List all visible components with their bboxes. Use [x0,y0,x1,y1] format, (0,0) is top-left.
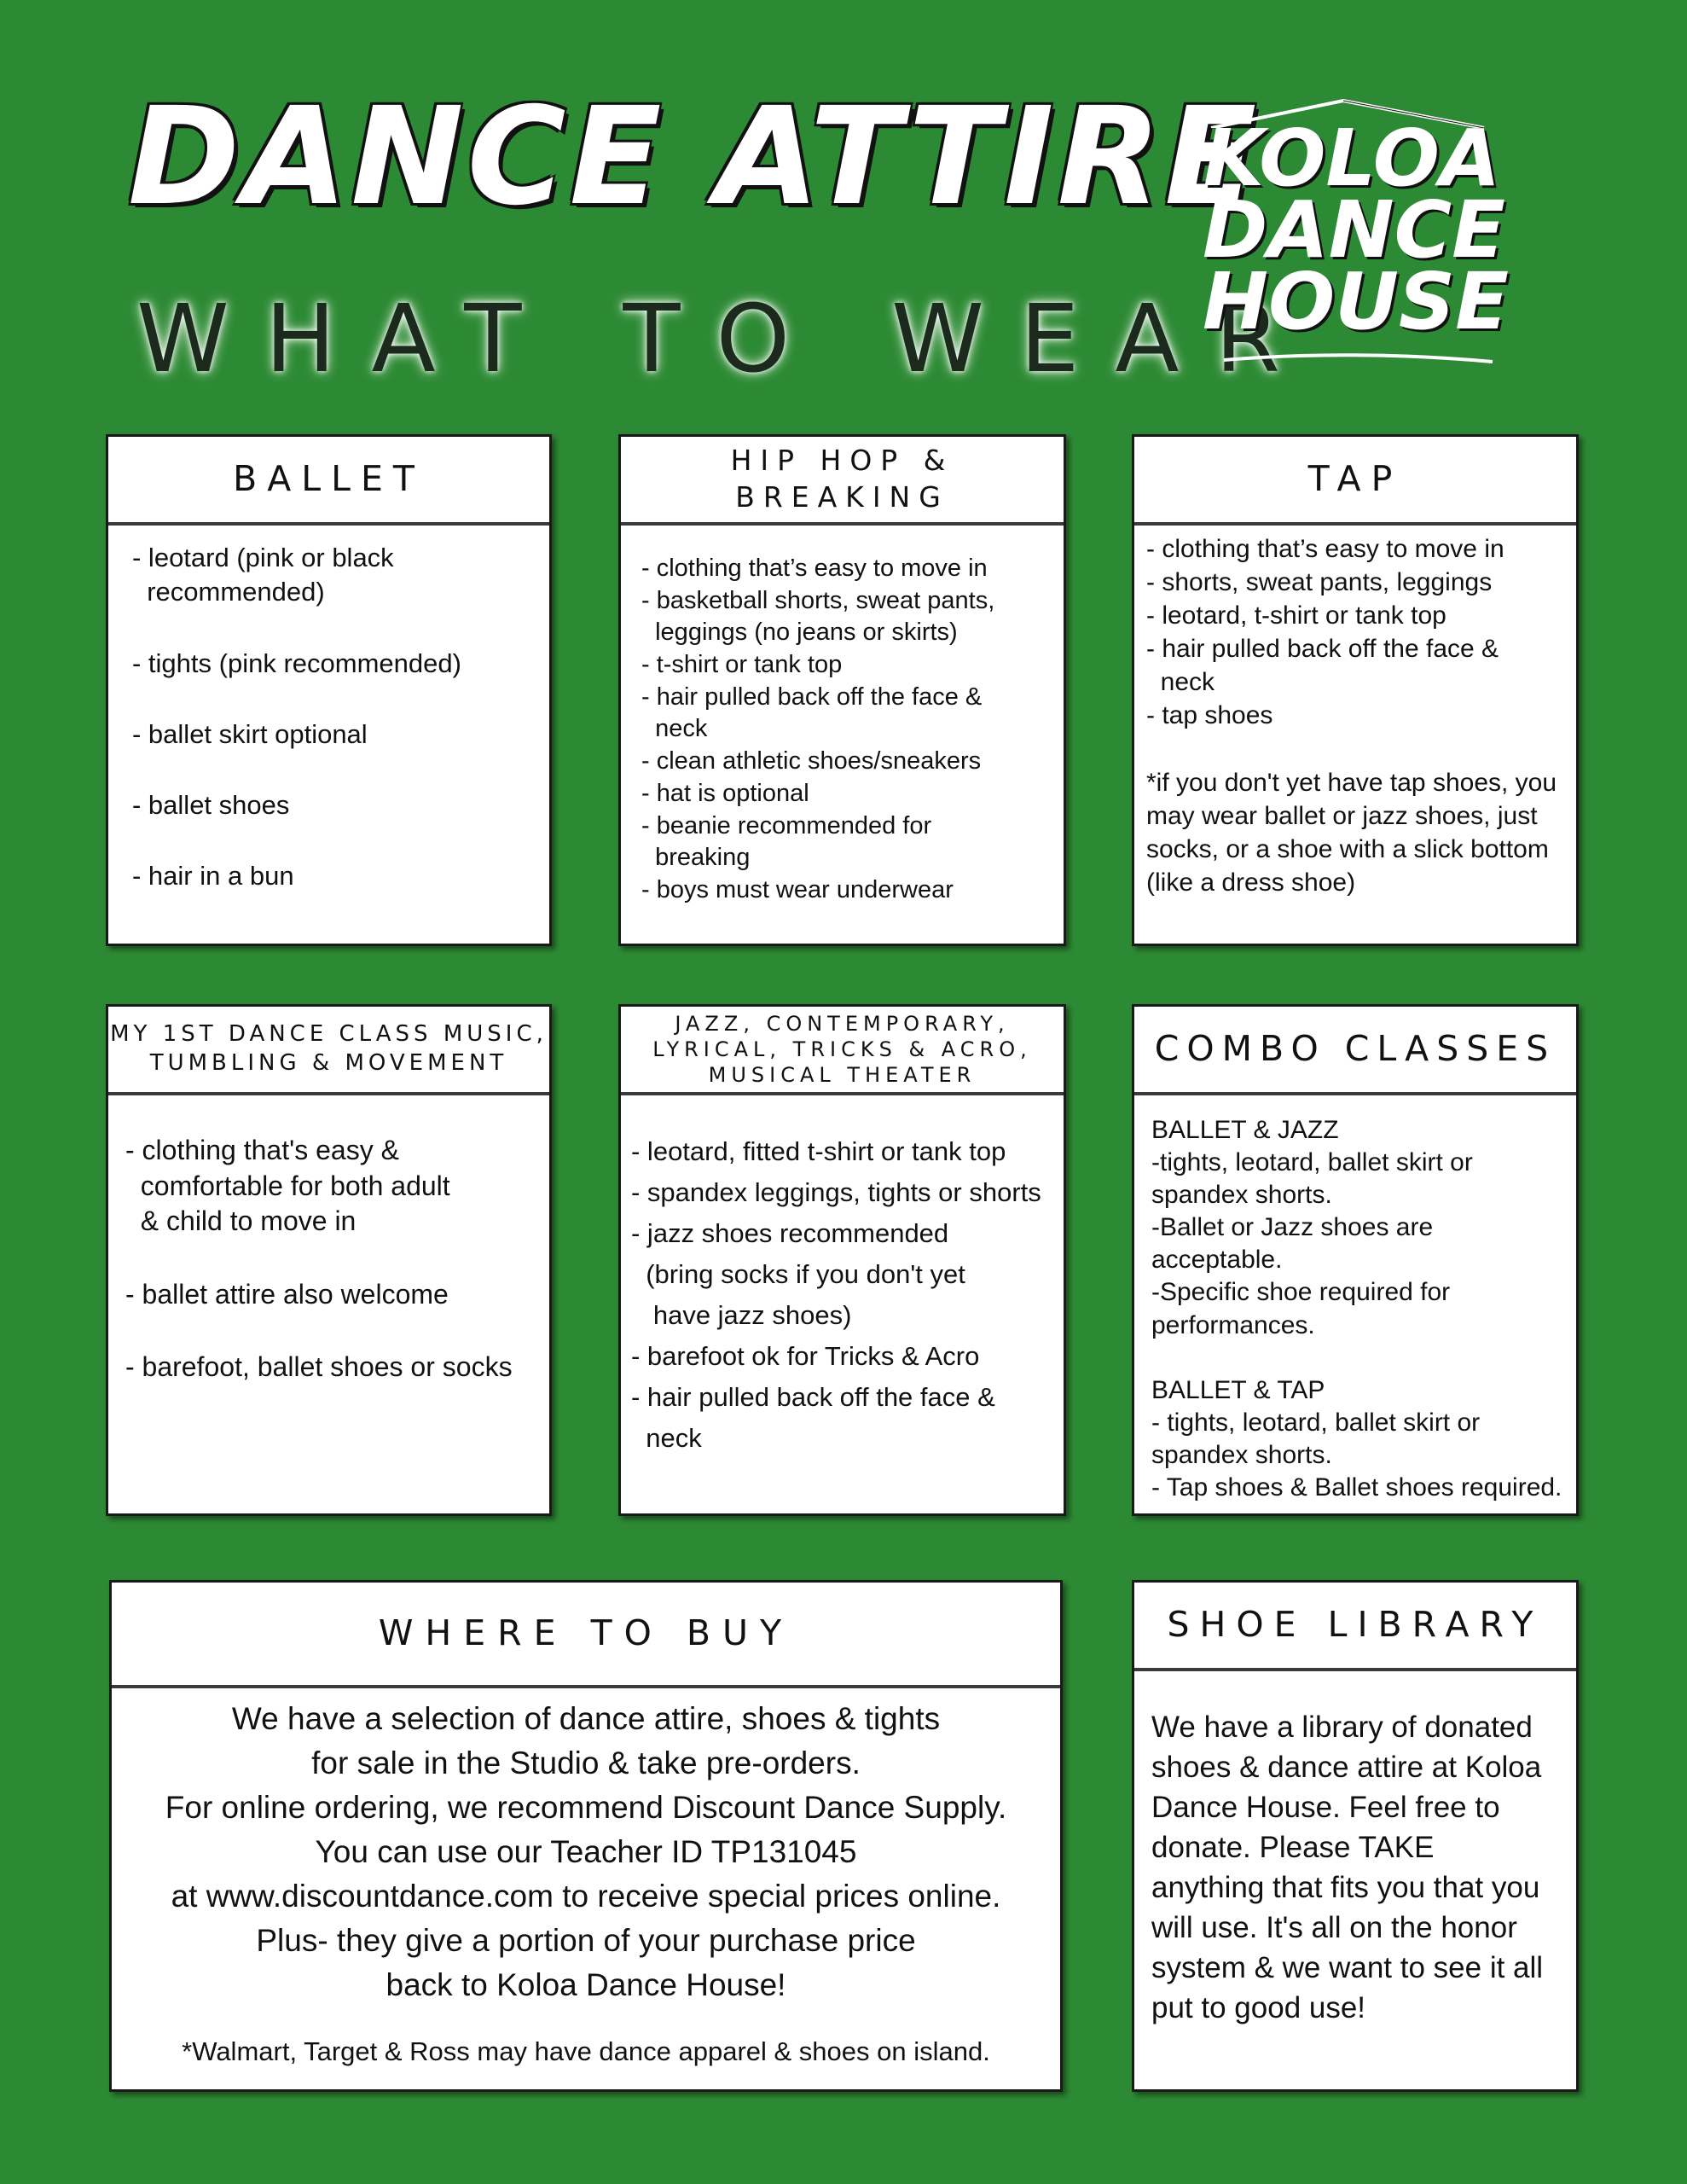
ballet-card [106,434,552,946]
hiphop-item: - basketball shorts, sweat pants, leggings (no jeans or skirts) [641,586,995,647]
first-class-card [106,1004,552,1516]
combo-line: -Ballet or Jazz shoes are acceptable. [1151,1213,1434,1275]
page-title: DANCE ATTIRE [128,78,1261,235]
where-to-buy-card [109,1580,1063,2092]
first-class-heading: MY 1ST DANCE CLASS MUSIC, TUMBLING & MOVEMENT [108,1007,549,1095]
combo-line: - Tap shoes & Ballet shoes required. [1151,1472,1562,1502]
tap-item: - tap shoes [1146,701,1273,729]
hiphop-item: - clothing that’s easy to move in [641,555,988,582]
tap-item: - shorts, sweat pants, leggings [1146,568,1493,596]
hiphop-item: - hat is optional [641,779,809,807]
shoe-library-text: We have a library of donated shoes & dance attire at Koloa Dance House. Feel free to donate. Please TAKE anything that fits you that you will use. It's all on the honor system & we want to see it all put to good use! [1151,1711,1544,2024]
jazz-item: - barefoot ok for Tricks & Acro [631,1341,980,1372]
combo-group-title: BALLET & TAP [1151,1375,1325,1404]
where-to-buy-heading: WHERE TO BUY [112,1583,1060,1688]
hiphop-card [618,434,1066,946]
jazz-card [618,1004,1066,1516]
combo-card [1132,1004,1579,1516]
ballet-item: - hair in a bun [132,861,294,892]
combo-line: -tights, leotard, ballet skirt or spandex shorts. [1151,1148,1473,1210]
first-class-item: - ballet attire also welcome [125,1278,449,1310]
logo-line-1: KOLOA [1203,113,1501,204]
shoe-library-card [1132,1580,1579,2092]
logo-line-2: DANCE [1203,184,1505,276]
ballet-item: - leotard (pink or black recommended) [132,543,394,607]
combo-line: - tights, leotard, ballet skirt or spandex shorts. [1151,1408,1481,1469]
hiphop-item: - hair pulled back off the face & neck [641,682,983,743]
tap-note: *if you don't yet have tap shoes, you may wear ballet or jazz shoes, just socks, or a shoe with a slick bottom (like a dress shoe) [1146,769,1557,897]
shoe-library-heading: SHOE LIBRARY [1134,1583,1576,1671]
jazz-item: - hair pulled back off the face & neck [631,1382,995,1454]
where-to-buy-footnote: *Walmart, Target & Ross may have dance apparel & shoes on island. [182,2036,990,2066]
tap-item: - clothing that’s easy to move in [1146,535,1504,563]
ballet-heading: BALLET [108,437,549,526]
logo-underline-icon [1203,350,1501,367]
hiphop-item: - beanie recommended for breaking [641,811,932,872]
where-to-buy-line: for sale in the Studio & take pre-orders. [311,1745,861,1780]
tap-item: - leotard, t-shirt or tank top [1146,601,1446,630]
first-class-item: - barefoot, ballet shoes or socks [125,1351,513,1383]
hiphop-item: - boys must wear underwear [641,875,954,903]
tap-heading: TAP [1134,437,1576,526]
where-to-buy-line: You can use our Teacher ID TP131045 [315,1834,857,1869]
jazz-item: - leotard, fitted t-shirt or tank top [631,1136,1006,1166]
where-to-buy-line: We have a selection of dance attire, shoes & tights [231,1701,941,1736]
jazz-item: - jazz shoes recommended (bring socks if you don't yet have jazz shoes) [631,1218,965,1331]
where-to-buy-line: back to Koloa Dance House! [386,1967,786,2002]
hiphop-item: - clean athletic shoes/sneakers [641,747,982,775]
koloa-dance-house-logo [1203,94,1510,375]
first-class-item: - clothing that's easy & comfortable for both adult & child to move in [125,1135,450,1237]
page-subtitle: WHAT TO WEAR [136,284,1317,393]
combo-group-title: BALLET & JAZZ [1151,1116,1339,1144]
tap-card [1132,434,1579,946]
hiphop-heading: HIP HOP & BREAKING [621,437,1064,526]
where-to-buy-line: at www.discountdance.com to receive special prices online. [171,1879,1001,1914]
ballet-item: - tights (pink recommended) [132,648,461,678]
jazz-heading: JAZZ, CONTEMPORARY, LYRICAL, TRICKS & ACRO, MUSICAL THEATER [621,1007,1064,1095]
where-to-buy-line: Plus- they give a portion of your purchase price [256,1923,916,1958]
ballet-item: - ballet skirt optional [132,718,368,749]
logo-line-3: HOUSE [1203,256,1510,347]
where-to-buy-line: For online ordering, we recommend Discount Dance Supply. [165,1790,1007,1825]
combo-heading: COMBO CLASSES [1134,1007,1576,1095]
combo-line: -Specific shoe required for performances. [1151,1278,1451,1339]
ballet-item: - ballet shoes [132,790,290,821]
tap-item: - hair pulled back off the face & neck [1146,635,1499,696]
hiphop-item: - t-shirt or tank top [641,651,843,679]
jazz-item: - spandex leggings, tights or shorts [631,1177,1041,1208]
